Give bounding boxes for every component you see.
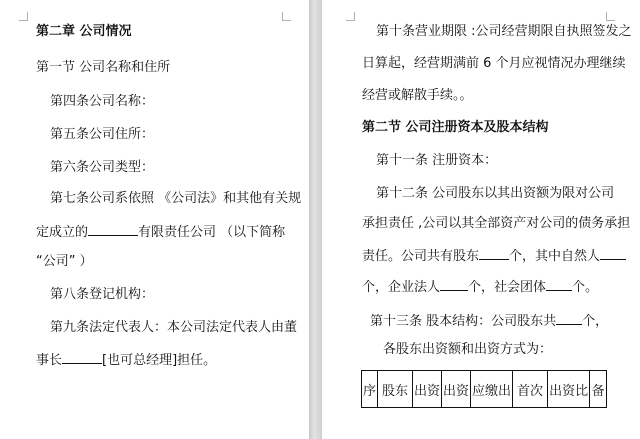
article-9-text-a: 事长 xyxy=(36,353,63,368)
article-12-text-a: 责任。公司共有股东 xyxy=(362,249,480,264)
table-header-cell: 出资比 xyxy=(548,371,590,408)
fill-in-blank xyxy=(556,312,582,325)
article-9-text-b: [也可总经理]担任。 xyxy=(102,353,217,368)
article-12-line-4 xyxy=(362,278,598,296)
chapter-title: 第二章 公司情况 xyxy=(36,24,132,39)
table-header-cell: 序 xyxy=(362,371,378,408)
section-heading: 第二节 公司注册资本及股本结构 xyxy=(362,120,549,135)
article-6: 第六条公司类型： xyxy=(50,160,155,175)
article-12-text-c: 个，企业法人 xyxy=(362,280,441,295)
article-13-text-a: 第十三条 股本结构：公司股东共 xyxy=(370,314,557,329)
shareholder-table xyxy=(361,370,607,408)
article-7-text-a: 定成立的 xyxy=(36,225,89,240)
article-7-line-2 xyxy=(36,223,285,241)
fill-in-blank xyxy=(479,247,509,260)
table-header-cell: 出资 xyxy=(442,371,471,408)
table-header-cell: 应缴出 xyxy=(471,371,513,408)
table-header-row xyxy=(362,371,607,408)
article-7-line-1: 第七条公司系依照 《公司法》和其他有关规 xyxy=(50,191,302,206)
corner-mark xyxy=(19,12,28,21)
article-12-line-1: 第十二条 公司股东以其出资额为限对公司 xyxy=(376,186,615,201)
page-gutter xyxy=(309,0,322,439)
article-9-line-2 xyxy=(36,351,216,369)
fill-in-blank xyxy=(88,223,138,236)
article-13-line-2: 各股东出资额和出资方式为： xyxy=(383,342,553,357)
article-7-line-3: “公司” ） xyxy=(36,254,93,269)
article-5: 第五条公司住所： xyxy=(50,127,155,142)
table-header-cell: 首次 xyxy=(513,371,548,408)
article-10-line-3: 经营或解散手续。。 xyxy=(362,88,473,103)
table-header-cell: 出资 xyxy=(413,371,442,408)
article-13-text-b: 个， xyxy=(582,314,609,329)
corner-mark xyxy=(282,12,291,21)
corner-mark xyxy=(346,12,355,21)
table-header-cell: 备 xyxy=(590,371,607,408)
fill-in-blank xyxy=(62,351,102,364)
article-11: 第十一条 注册资本： xyxy=(376,153,498,168)
article-12-text-b: 个，其中自然人 xyxy=(509,249,601,264)
corner-mark xyxy=(606,12,615,21)
article-12-text-d: 个，社会团体 xyxy=(468,280,547,295)
fill-in-blank xyxy=(440,278,468,291)
article-13-line-1 xyxy=(370,312,608,330)
article-12-line-3 xyxy=(362,247,626,265)
section-heading: 第一节 公司名称和住所 xyxy=(36,60,171,75)
article-12-text-e: 个。 xyxy=(572,280,599,295)
article-8: 第八条登记机构： xyxy=(50,287,155,302)
article-9-line-1: 第九条法定代表人：本公司法定代表人由董 xyxy=(50,320,298,335)
article-7-text-b: 有限责任公司 （以下简称 xyxy=(138,225,286,240)
article-4: 第四条公司名称： xyxy=(50,94,155,109)
article-12-line-2: 承担责任 ,公司以其全部资产对公司的债务承担 xyxy=(362,216,631,231)
fill-in-blank xyxy=(600,247,626,260)
fill-in-blank xyxy=(546,278,572,291)
article-10-line-2: 日算起，经营期满前 6 个月应视情况办理继续 xyxy=(362,56,626,71)
article-10-line-1: 第十条营业期限 :公司经营期限自执照签发之 xyxy=(376,24,632,39)
table-header-cell: 股东 xyxy=(378,371,413,408)
